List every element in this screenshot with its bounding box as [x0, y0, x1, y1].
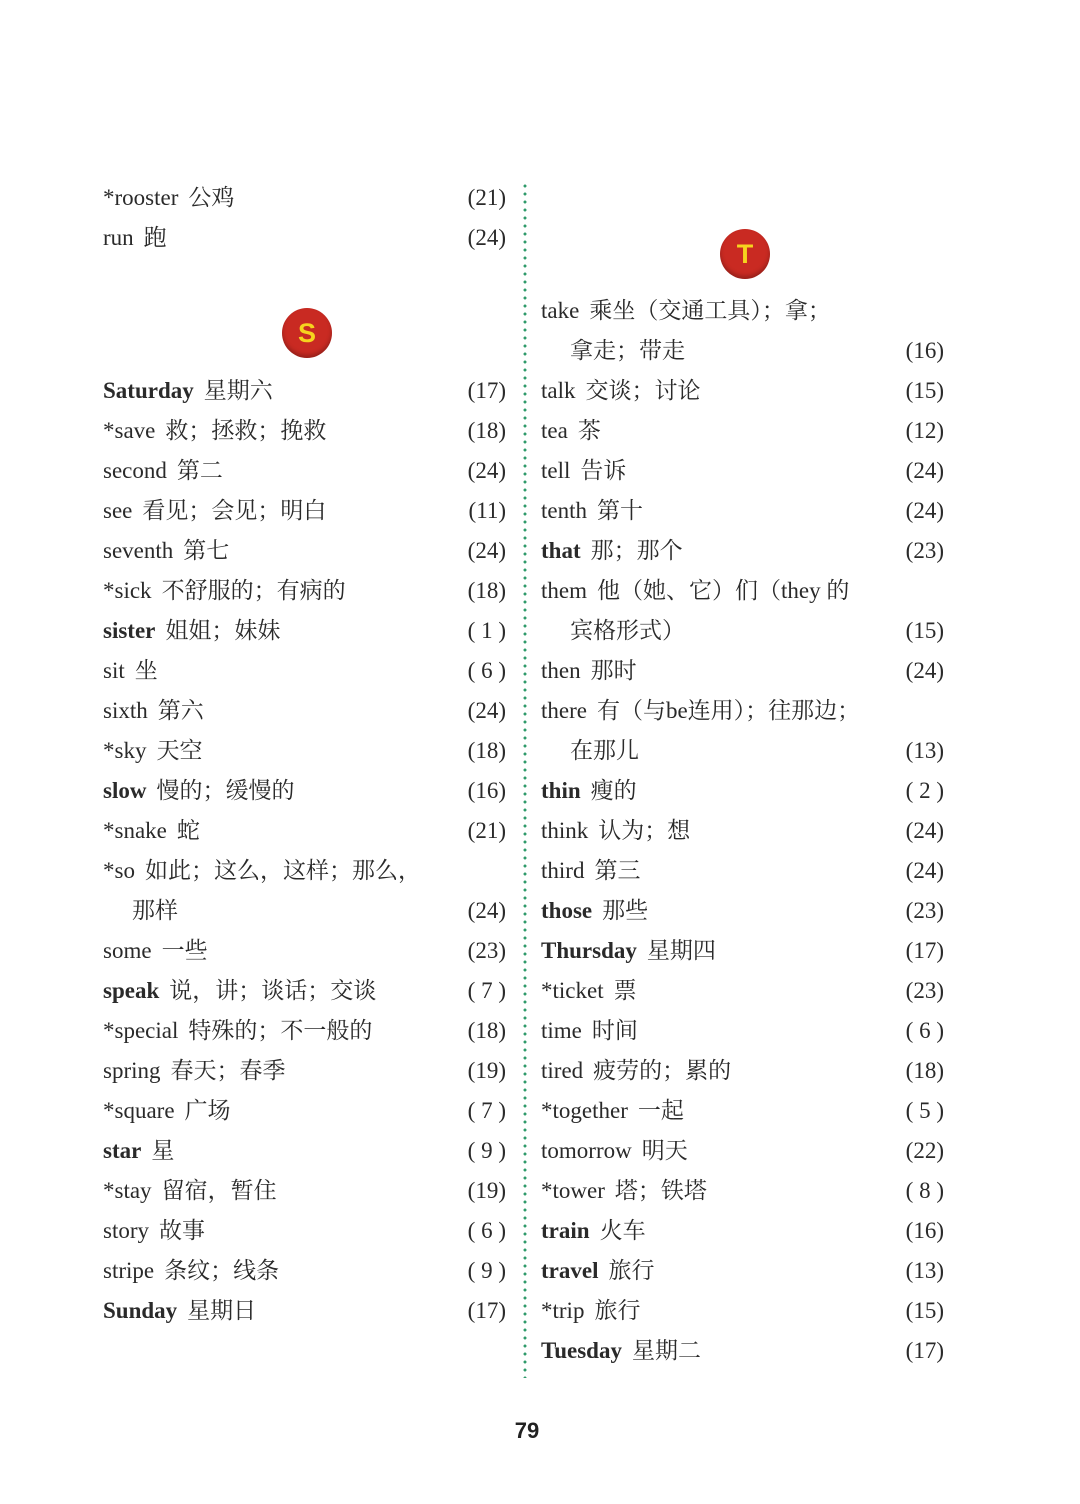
entry-text — [541, 1211, 646, 1251]
entry-word: think — [541, 818, 589, 843]
entry-meaning: 蛇 — [176, 818, 200, 843]
entry-continuation — [103, 891, 506, 931]
entry-text — [541, 1291, 640, 1331]
entry-unit: (24) — [905, 458, 944, 483]
entry-unit: ( 9 ) — [467, 1258, 506, 1283]
entry-unit: (22) — [905, 1138, 944, 1163]
entry-word: thin — [541, 778, 581, 803]
entry-row — [541, 411, 944, 451]
entry-unit: (16) — [905, 1218, 944, 1243]
entry-row — [103, 851, 506, 891]
entry-meaning: 如此；这么，这样；那么， — [144, 858, 421, 883]
entry-meaning: 一些 — [161, 938, 208, 963]
entry-word: there — [541, 698, 587, 723]
entry-word: *save — [103, 418, 156, 443]
entry-text — [103, 371, 273, 411]
entry-word: that — [541, 538, 581, 563]
entry-unit: (24) — [467, 698, 506, 723]
entry-row — [103, 771, 506, 811]
entry-text — [103, 178, 234, 218]
entry-text — [541, 1251, 654, 1291]
entry-meaning: 他（她、它）们（they 的 — [597, 578, 850, 603]
entry-word: seventh — [103, 538, 174, 563]
entry-text — [103, 571, 346, 611]
entry-meaning: 星期四 — [646, 938, 716, 963]
entry-unit: (13) — [905, 1258, 944, 1283]
entry-word: take — [541, 298, 580, 323]
entry-text — [541, 1171, 707, 1211]
entry-meaning: 那些 — [602, 898, 649, 923]
entry-row — [541, 491, 944, 531]
entry-text — [103, 1211, 205, 1251]
entry-text — [570, 611, 685, 651]
entry-unit: (24) — [467, 225, 506, 250]
entry-meaning: 瘦的 — [590, 778, 637, 803]
entry-row — [541, 1131, 944, 1171]
entry-row — [541, 1011, 944, 1051]
entry-row — [103, 691, 506, 731]
entry-continuation — [541, 731, 944, 771]
entry-word: *tower — [541, 1178, 605, 1203]
entry-meaning: 第二 — [176, 458, 223, 483]
entry-word: *sick — [103, 578, 152, 603]
entry-meaning: 留宿，暂住 — [161, 1178, 277, 1203]
entry-word: see — [103, 498, 133, 523]
entry-text — [541, 371, 701, 411]
entry-meaning: 那样 — [132, 898, 178, 923]
entry-row — [103, 1291, 506, 1331]
entry-text — [103, 1051, 286, 1091]
entry-row — [541, 851, 944, 891]
entry-row — [541, 1291, 944, 1331]
entry-row — [541, 1051, 944, 1091]
entry-word: train — [541, 1218, 590, 1243]
entry-row — [103, 571, 506, 611]
entry-continuation — [541, 331, 944, 371]
entry-word: *special — [103, 1018, 179, 1043]
entry-meaning: 旅行 — [594, 1298, 641, 1323]
entry-meaning: 票 — [613, 978, 637, 1003]
entry-unit: (24) — [467, 898, 506, 923]
entry-unit: (17) — [905, 938, 944, 963]
entry-meaning: 星 — [151, 1138, 175, 1163]
entry-text — [103, 771, 294, 811]
entry-unit: (21) — [467, 818, 506, 843]
entry-meaning: 在那儿 — [570, 738, 639, 763]
entry-word: Saturday — [103, 378, 194, 403]
entry-text — [541, 1011, 638, 1051]
entry-unit: ( 1 ) — [467, 618, 506, 643]
entry-unit: (16) — [905, 338, 944, 363]
entry-meaning: 条纹；线条 — [164, 1258, 280, 1283]
entry-unit: (21) — [467, 185, 506, 210]
entry-word: then — [541, 658, 581, 683]
entry-meaning: 跑 — [143, 225, 167, 250]
entry-text — [103, 1171, 277, 1211]
entry-row — [103, 218, 506, 258]
entry-row — [103, 1051, 506, 1091]
entry-word: third — [541, 858, 585, 883]
entry-unit: (11) — [468, 498, 506, 523]
entry-text — [541, 851, 640, 891]
entry-text — [541, 531, 683, 571]
entry-text — [103, 731, 202, 771]
entry-text — [103, 651, 158, 691]
entry-text — [103, 691, 204, 731]
entry-word: Thursday — [541, 938, 637, 963]
entry-unit: (18) — [905, 1058, 944, 1083]
entry-text — [541, 771, 637, 811]
entry-meaning: 公鸡 — [188, 185, 235, 210]
entry-word: spring — [103, 1058, 161, 1083]
entry-unit: ( 6 ) — [467, 1218, 506, 1243]
entry-row — [541, 1331, 944, 1371]
entry-text — [541, 411, 601, 451]
entry-unit: (23) — [905, 898, 944, 923]
entry-text — [103, 1291, 256, 1331]
entry-unit: (17) — [467, 378, 506, 403]
page-number: 79 — [514, 1418, 540, 1443]
entry-text — [541, 1091, 684, 1131]
entry-unit: (23) — [905, 538, 944, 563]
entry-meaning: 春天；春季 — [170, 1058, 286, 1083]
entry-row — [541, 1091, 944, 1131]
entry-unit: (19) — [467, 1178, 506, 1203]
entry-row — [103, 611, 506, 651]
entry-unit: ( 5 ) — [905, 1098, 944, 1123]
entry-text — [541, 291, 831, 331]
entry-row — [103, 651, 506, 691]
entry-unit: ( 6 ) — [467, 658, 506, 683]
entry-row — [103, 531, 506, 571]
entry-unit: (15) — [905, 378, 944, 403]
entry-unit: (23) — [905, 978, 944, 1003]
entry-row — [541, 891, 944, 931]
entry-meaning: 旅行 — [608, 1258, 655, 1283]
entry-meaning: 说，讲；谈话；交谈 — [169, 978, 377, 1003]
entry-unit: (24) — [467, 538, 506, 563]
entry-word: *together — [541, 1098, 628, 1123]
entry-text — [103, 851, 421, 891]
entry-unit: (17) — [467, 1298, 506, 1323]
entry-text — [103, 1011, 372, 1051]
entry-row — [103, 411, 506, 451]
entry-row — [541, 371, 944, 411]
entry-meaning: 火车 — [599, 1218, 646, 1243]
entry-text — [103, 611, 280, 651]
entry-row — [541, 291, 944, 331]
entry-row — [541, 811, 944, 851]
entry-word: those — [541, 898, 593, 923]
entry-meaning: 慢的；缓慢的 — [156, 778, 295, 803]
entry-meaning: 疲劳的；累的 — [593, 1058, 732, 1083]
entry-meaning: 茶 — [577, 418, 601, 443]
entry-row — [103, 1211, 506, 1251]
entry-row — [541, 691, 944, 731]
entry-row — [103, 178, 506, 218]
entry-text — [541, 571, 849, 611]
entry-row — [103, 491, 506, 531]
entry-text — [541, 1051, 731, 1091]
entry-text — [103, 1251, 279, 1291]
entry-text — [132, 891, 178, 931]
entry-row — [541, 451, 944, 491]
entry-unit: (24) — [905, 818, 944, 843]
entry-text — [103, 931, 208, 971]
entry-word: sit — [103, 658, 125, 683]
entry-unit: (23) — [467, 938, 506, 963]
entry-text — [541, 651, 637, 691]
entry-text — [103, 451, 223, 491]
entry-meaning: 星期六 — [203, 378, 273, 403]
entry-text — [541, 491, 643, 531]
entry-unit: ( 6 ) — [905, 1018, 944, 1043]
entry-unit: ( 2 ) — [905, 778, 944, 803]
column-divider — [523, 182, 527, 1378]
entry-word: sixth — [103, 698, 148, 723]
entry-word: tenth — [541, 498, 587, 523]
entry-text — [103, 411, 326, 451]
entry-word: *rooster — [103, 185, 179, 210]
entry-text — [541, 931, 716, 971]
entry-text — [570, 331, 685, 371]
entry-text — [103, 811, 200, 851]
entry-meaning: 星期二 — [631, 1338, 701, 1363]
entry-meaning: 坐 — [134, 658, 158, 683]
entry-meaning: 有（与be连用）；往那边； — [596, 698, 861, 723]
entry-row — [103, 1131, 506, 1171]
entry-word: tea — [541, 418, 568, 443]
entry-word: speak — [103, 978, 160, 1003]
entry-unit: (13) — [905, 738, 944, 763]
entry-row — [103, 1171, 506, 1211]
entry-row — [541, 1171, 944, 1211]
entry-word: slow — [103, 778, 147, 803]
entry-word: travel — [541, 1258, 599, 1283]
entry-word: star — [103, 1138, 142, 1163]
entry-text — [541, 1131, 688, 1171]
entry-row — [103, 1091, 506, 1131]
entry-row — [541, 571, 944, 611]
entry-meaning: 交谈；讨论 — [585, 378, 701, 403]
entry-word: *trip — [541, 1298, 585, 1323]
entry-meaning: 认为；想 — [598, 818, 691, 843]
entry-meaning: 星期日 — [187, 1298, 257, 1323]
entry-text — [541, 1331, 701, 1371]
entry-meaning: 乘坐（交通工具）；拿； — [589, 298, 831, 323]
entry-unit: (18) — [467, 578, 506, 603]
entry-row — [103, 971, 506, 1011]
entry-word: tired — [541, 1058, 584, 1083]
entry-unit: (17) — [905, 1338, 944, 1363]
entry-word: tell — [541, 458, 571, 483]
entry-unit: (24) — [905, 858, 944, 883]
entry-meaning: 广场 — [184, 1098, 231, 1123]
entry-meaning: 第十 — [597, 498, 643, 523]
entry-word: Sunday — [103, 1298, 178, 1323]
entry-text — [103, 1091, 231, 1131]
entry-word: *sky — [103, 738, 147, 763]
entry-meaning: 那时 — [590, 658, 637, 683]
entry-row — [103, 811, 506, 851]
entry-unit: (18) — [467, 1018, 506, 1043]
entry-meaning: 塔；铁塔 — [614, 1178, 707, 1203]
entry-text — [103, 531, 229, 571]
entry-unit: ( 8 ) — [905, 1178, 944, 1203]
entry-continuation — [541, 611, 944, 651]
section-badge-t: T — [720, 229, 770, 279]
entry-row — [103, 371, 506, 411]
entry-meaning: 拿走；带走 — [570, 338, 685, 363]
entry-unit: (24) — [905, 498, 944, 523]
entry-word: time — [541, 1018, 582, 1043]
entry-meaning: 看见；会见；明白 — [142, 498, 327, 523]
entry-row — [103, 731, 506, 771]
entry-text — [103, 1131, 174, 1171]
entry-word: them — [541, 578, 587, 603]
entry-word: *ticket — [541, 978, 604, 1003]
entry-row — [541, 1251, 944, 1291]
entry-text — [570, 731, 639, 771]
entry-unit: (18) — [467, 738, 506, 763]
entry-unit: (15) — [905, 618, 944, 643]
entry-unit: (24) — [905, 658, 944, 683]
entry-meaning: 天空 — [156, 738, 203, 763]
entry-meaning: 一起 — [637, 1098, 684, 1123]
entry-meaning: 不舒服的；有病的 — [161, 578, 346, 603]
entry-word: sister — [103, 618, 156, 643]
entry-meaning: 第三 — [594, 858, 641, 883]
entry-meaning: 特殊的；不一般的 — [188, 1018, 373, 1043]
entry-row — [103, 931, 506, 971]
entry-row — [541, 771, 944, 811]
entry-unit: (12) — [905, 418, 944, 443]
section-badge-s: S — [282, 308, 332, 358]
entry-text — [541, 811, 690, 851]
entry-word: some — [103, 938, 152, 963]
entry-row — [541, 1211, 944, 1251]
entry-word: *so — [103, 858, 135, 883]
entry-word: second — [103, 458, 167, 483]
entry-unit: (18) — [467, 418, 506, 443]
entry-row — [103, 1251, 506, 1291]
entry-meaning: 第六 — [157, 698, 204, 723]
entry-text — [541, 891, 648, 931]
entry-unit: (19) — [467, 1058, 506, 1083]
entry-row — [541, 531, 944, 571]
entry-text — [103, 491, 326, 531]
entry-row — [103, 1011, 506, 1051]
entry-row — [541, 931, 944, 971]
entry-text — [103, 218, 167, 258]
entry-word: *stay — [103, 1178, 152, 1203]
entry-text — [541, 451, 626, 491]
entry-word: run — [103, 225, 134, 250]
entry-word: *square — [103, 1098, 175, 1123]
entry-meaning: 第七 — [183, 538, 230, 563]
entry-word: tomorrow — [541, 1138, 632, 1163]
entry-word: talk — [541, 378, 576, 403]
entry-word: *snake — [103, 818, 167, 843]
entry-text — [541, 971, 637, 1011]
entry-text — [541, 691, 860, 731]
entry-unit: (16) — [467, 778, 506, 803]
entry-unit: ( 9 ) — [467, 1138, 506, 1163]
entry-meaning: 时间 — [591, 1018, 638, 1043]
entry-row — [541, 971, 944, 1011]
entry-meaning: 故事 — [159, 1218, 205, 1243]
entry-unit: ( 7 ) — [467, 978, 506, 1003]
entry-row — [541, 651, 944, 691]
entry-meaning: 救；拯救；挽救 — [165, 418, 327, 443]
entry-row — [103, 451, 506, 491]
entry-unit: (24) — [467, 458, 506, 483]
entry-word: Tuesday — [541, 1338, 622, 1363]
entry-unit: (15) — [905, 1298, 944, 1323]
entry-meaning: 告诉 — [580, 458, 627, 483]
entry-unit: ( 7 ) — [467, 1098, 506, 1123]
entry-meaning: 明天 — [641, 1138, 688, 1163]
entry-meaning: 宾格形式） — [570, 618, 685, 643]
entry-meaning: 姐姐；妹妹 — [165, 618, 281, 643]
entry-meaning: 那；那个 — [590, 538, 683, 563]
entry-word: story — [103, 1218, 149, 1243]
entry-word: stripe — [103, 1258, 155, 1283]
entry-text — [103, 971, 376, 1011]
